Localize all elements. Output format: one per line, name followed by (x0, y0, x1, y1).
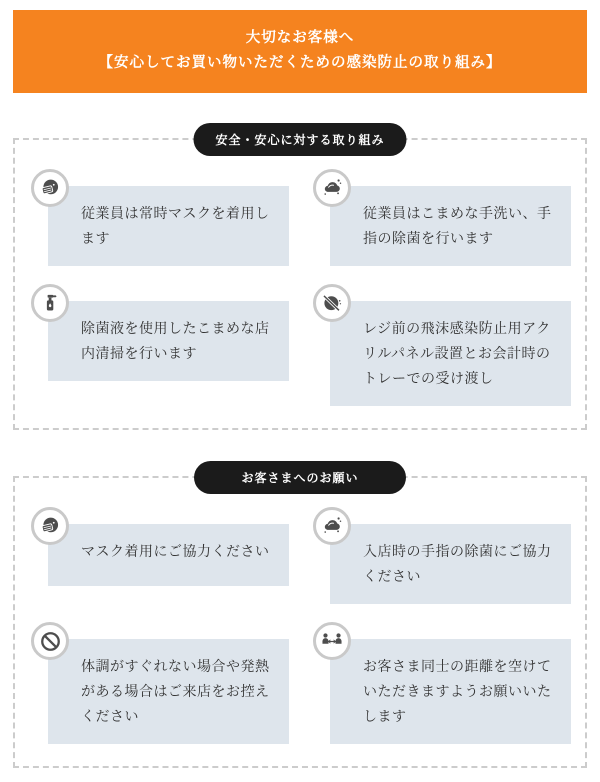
social-distance-icon (313, 622, 351, 660)
section-card (13, 133, 587, 430)
list-item (313, 169, 571, 266)
no-droplet-icon (313, 284, 351, 322)
hand-wash-icon (313, 169, 351, 207)
section-items (31, 507, 571, 744)
item-text: お客さま同士の距離を空けていただきますようお願いいたします (330, 639, 571, 744)
section-title-pill: お客さまへのお願い (194, 461, 406, 494)
banner-line-2: 【安心してお買い物いただくための感染防止の取り組み】 (98, 55, 502, 71)
list-item (31, 507, 289, 604)
list-item (31, 622, 289, 744)
item-text: 従業員は常時マスクを着用します (48, 186, 289, 266)
spray-bottle-icon (31, 284, 69, 322)
item-text: マスク着用にご協力ください (48, 524, 289, 586)
list-item (31, 284, 289, 406)
item-text: レジ前の飛沫感染防止用アクリルパネル設置とお会計時のトレーでの受け渡し (330, 301, 571, 406)
mask-face-icon (31, 507, 69, 545)
list-item (313, 284, 571, 406)
section-card (13, 471, 587, 768)
item-text: 除菌液を使用したこまめな店内清掃を行います (48, 301, 289, 381)
item-text: 体調がすぐれない場合や発熱がある場合はご来店をお控えください (48, 639, 289, 744)
prohibition-icon (31, 622, 69, 660)
sections (13, 133, 587, 768)
banner-line-1: 大切なお客様へ (245, 30, 355, 46)
list-item (313, 507, 571, 604)
list-item (313, 622, 571, 744)
item-text: 入店時の手指の除菌にご協力ください (330, 524, 571, 604)
section-title-pill: 安全・安心に対する取り組み (193, 123, 406, 156)
section-items (31, 169, 571, 406)
mask-face-icon (31, 169, 69, 207)
hand-wash-icon (313, 507, 351, 545)
item-text: 従業員はこまめな手洗い、手指の除菌を行います (330, 186, 571, 266)
notice-banner (13, 10, 587, 93)
list-item (31, 169, 289, 266)
